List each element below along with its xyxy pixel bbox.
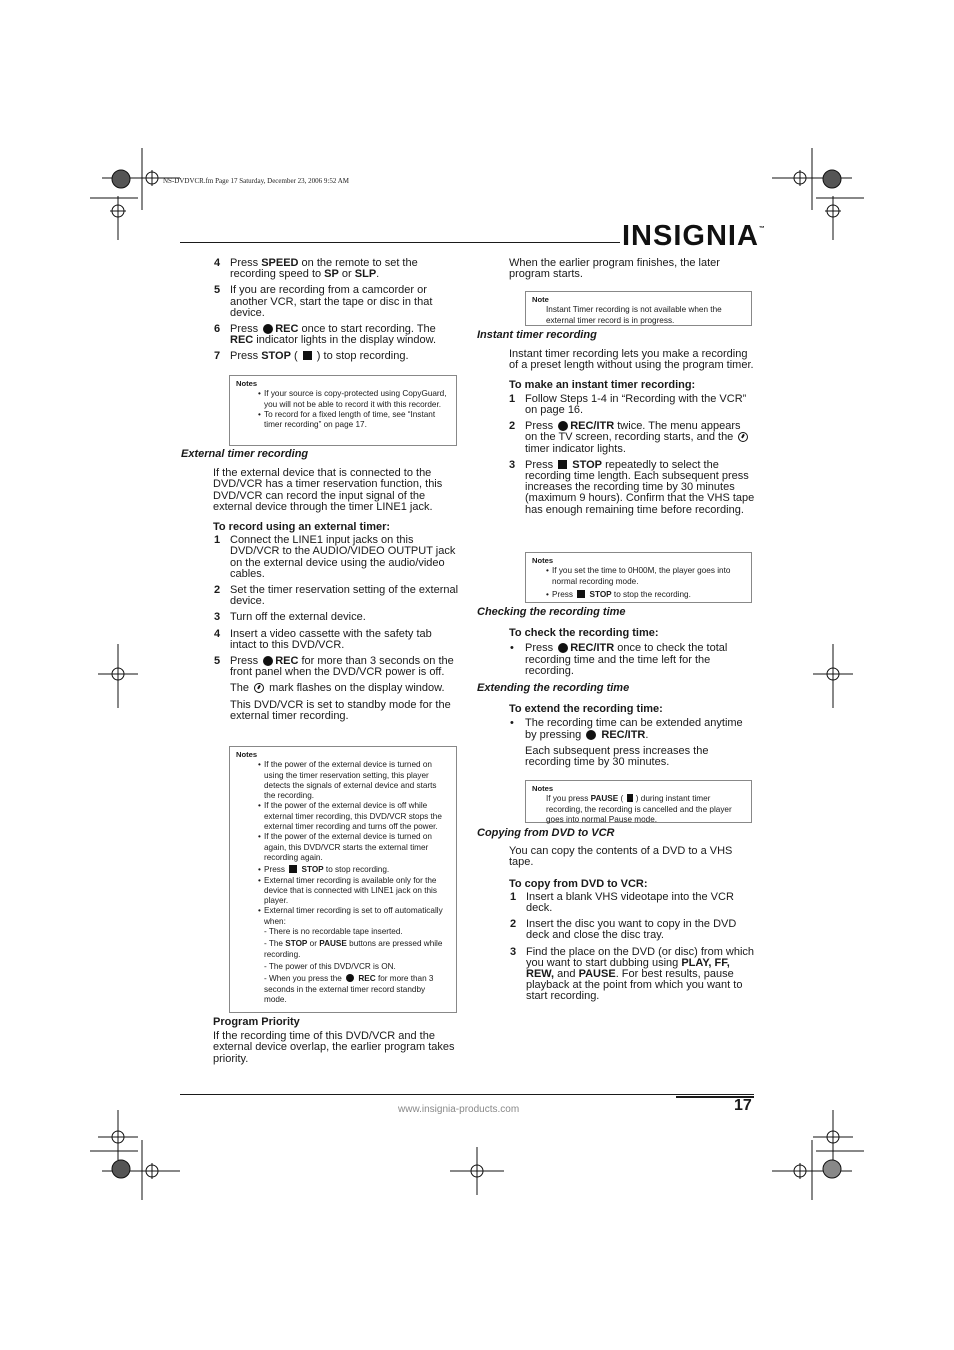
notes-box-pause — [525, 780, 752, 823]
page-number: 17 — [734, 1097, 752, 1114]
copy-step-2: 2 Insert the disc you want to copy in the DVD deck and close the disc tray. — [510, 918, 737, 942]
rec-icon — [263, 324, 273, 334]
ext-step-3: 3 Turn off the external device. — [214, 611, 366, 624]
left-column-ext — [181, 449, 461, 722]
ext-step-5-mark: The mark flashes on the display window. — [230, 682, 445, 695]
program-priority — [213, 1017, 461, 1065]
note-item: • If the power of the external device is turned on using the timer reservation setting, this player detects the signals of external device and starts the recording. — [258, 760, 437, 801]
note-item: • If your source is copy-protected using CopyGuard, you will not be able to record it with this recorder. — [258, 389, 447, 409]
logo-trademark: ™ — [758, 226, 766, 232]
stop-icon — [303, 351, 312, 360]
insignia-logo — [622, 220, 766, 253]
itr-step-1: 1 Follow Steps 1-4 in “Recording with the VCR” on page 16. — [509, 392, 747, 417]
note-detail: - The STOP or PAUSE buttons are pressed while recording. — [264, 939, 443, 959]
right-intro-text: When the earlier program finishes, the later program starts. — [509, 257, 720, 281]
right-intro — [509, 258, 753, 280]
logo-text: INSIGNIA — [622, 220, 759, 252]
ext-subheading: To record using an external timer: — [213, 521, 391, 534]
check-subheading: To check the recording time: — [509, 627, 659, 640]
footer-rule — [180, 1094, 754, 1095]
section-extending: Extending the recording time — [477, 682, 630, 695]
copy-subheading: To copy from DVD to VCR: — [509, 877, 648, 890]
itr-subheading: To make an instant timer recording: — [509, 378, 696, 391]
notes-box-external — [229, 746, 457, 1013]
note-item: • If the power of the external device is turned on again, this DVD/VCR starts the external timer recording again. — [258, 832, 432, 862]
timer-icon — [738, 432, 748, 442]
step-6: 6 Press REC once to start recording. The REC indicator lights in the display window. — [214, 323, 437, 347]
section-external-timer: External timer recording — [181, 448, 309, 460]
step-4: 4 Press SPEED on the remote to set the recording speed to SP or SLP. — [214, 257, 418, 281]
note-detail: - When you press the REC for more than 3 seconds in the external timer record standby mode. — [264, 974, 434, 1004]
file-info-header: NS-DVDVCR.fm Page 17 Saturday, December 23, 2006 9:52 AM — [163, 177, 349, 185]
note-item: • External timer recording is available only for the device that is connected with LINE1 jack on this player. — [258, 875, 437, 906]
stop-icon — [289, 865, 297, 873]
notes-title: Notes — [532, 784, 554, 793]
timer-icon — [254, 683, 264, 693]
ext-step-1: 1 Connect the LINE1 input jacks on this DVD/VCR to the AUDIO/VIDEO OUTPUT jack on the external device using the audio/video cables. — [214, 534, 456, 580]
note-box-instant — [525, 291, 752, 326]
notes-box-itr — [525, 552, 752, 603]
right-column-itr — [477, 330, 755, 516]
section-instant-timer: Instant timer recording — [477, 329, 597, 341]
note-item: • Press STOP to stop recording. — [258, 865, 390, 875]
copy-intro: You can copy the contents of a DVD to a VHS tape. — [509, 845, 733, 869]
rec-icon — [346, 974, 354, 982]
note-item: • If you set the time to 0H00M, the player goes into normal recording mode. — [546, 566, 731, 586]
extend-subheading: To extend the recording time: — [509, 703, 663, 716]
section-copying: Copying from DVD to VCR — [477, 827, 615, 839]
note-item: • To record for a fixed length of time, see “Instant timer recording” on page 17. — [258, 409, 436, 430]
notes-title: Notes — [532, 556, 554, 565]
pause-icon — [627, 794, 633, 802]
copy-step-1: 1 Insert a blank VHS videotape into the VCR deck. — [510, 890, 734, 915]
stop-icon — [558, 460, 567, 469]
note-text: If you press PAUSE ( ) during instant timer recording, the recording is cancelled and the player goes into normal Pause mode. — [546, 794, 732, 824]
left-column — [214, 258, 460, 363]
right-column-copy — [477, 828, 755, 1003]
footer-url: www.insignia-products.com — [398, 1104, 520, 1115]
note-title: Note — [532, 295, 549, 304]
note-item: • If the power of the external device is off while external timer recording, this DVD/VCR stops the external timer recording and turns off the power. — [258, 801, 442, 832]
section-checking: Checking the recording time — [477, 606, 626, 618]
check-bullet: • Press REC/ITR once to check the total recording time and the time left for the recording. — [510, 642, 728, 677]
note-detail: - There is no recordable tape inserted. — [264, 927, 403, 937]
rec-icon — [586, 730, 596, 740]
step-7: 7 Press STOP ( ) to stop recording. — [214, 350, 409, 363]
priority-heading: Program Priority — [213, 1016, 300, 1028]
ext-step-5: 5 Press REC for more than 3 seconds on the front panel when the DVD/VCR power is off. — [214, 655, 454, 679]
rec-icon — [558, 643, 568, 653]
note-item: • External timer recording is set to off automatically when: — [258, 906, 443, 926]
extend-bullet: • The recording time can be extended anytime by pressing REC/ITR. — [510, 717, 743, 741]
header-rule — [180, 242, 620, 243]
ext-step-5-standby: This DVD/VCR is set to standby mode for the external timer recording. — [230, 698, 451, 722]
itr-step-2: 2 Press REC/ITR twice. The menu appears on the TV screen, recording starts, and the timer indicator lights. — [509, 421, 755, 455]
extend-detail: Each subsequent press increases the recording time by 30 minutes. — [525, 744, 709, 769]
notes-title: Notes — [236, 379, 258, 388]
stop-icon — [577, 590, 585, 598]
copy-step-3: 3 Find the place on the DVD (or disc) from which you want to start dubbing using PLAY, FF, REW, and PAUSE. For best results, pause playback at the point from which you want to start recording. — [510, 945, 755, 1003]
note-detail: - The power of this DVD/VCR is ON. — [264, 961, 396, 971]
notes-box-copyguard — [229, 375, 457, 446]
note-item: • Press STOP to stop the recording. — [546, 589, 691, 599]
itr-step-3: 3 Press STOP repeatedly to select the recording time length. Each subsequent press increases the recording time by 30 minutes (maximum 9 hours). Confirm that the VHS tape has enough remaining time before recording. — [509, 458, 755, 516]
ext-step-2: 2 Set the timer reservation setting of the external device. — [214, 584, 459, 608]
priority-text: If the recording time of this DVD/VCR and the external device overlap, the earlier program takes priority. — [213, 1030, 455, 1065]
notes-title: Notes — [236, 750, 258, 759]
ext-step-4: 4 Insert a video cassette with the safety tab intact to this DVD/VCR. — [214, 627, 432, 651]
ext-intro: If the external device that is connected to the DVD/VCR has a timer reservation function, this DVD/VCR can record the input signal of the external device through the timer LINE1 jack. — [213, 467, 443, 513]
right-column-check — [477, 607, 755, 768]
step-5: 5 If you are recording from a camcorder or another VCR, start the tape or disc in that device. — [214, 284, 433, 319]
rec-icon — [558, 421, 568, 431]
itr-intro: Instant timer recording lets you make a recording of a preset length without using the program timer. — [509, 348, 754, 372]
rec-icon — [263, 656, 273, 666]
note-text: Instant Timer recording is not available when the external timer record is in progress. — [546, 305, 722, 325]
